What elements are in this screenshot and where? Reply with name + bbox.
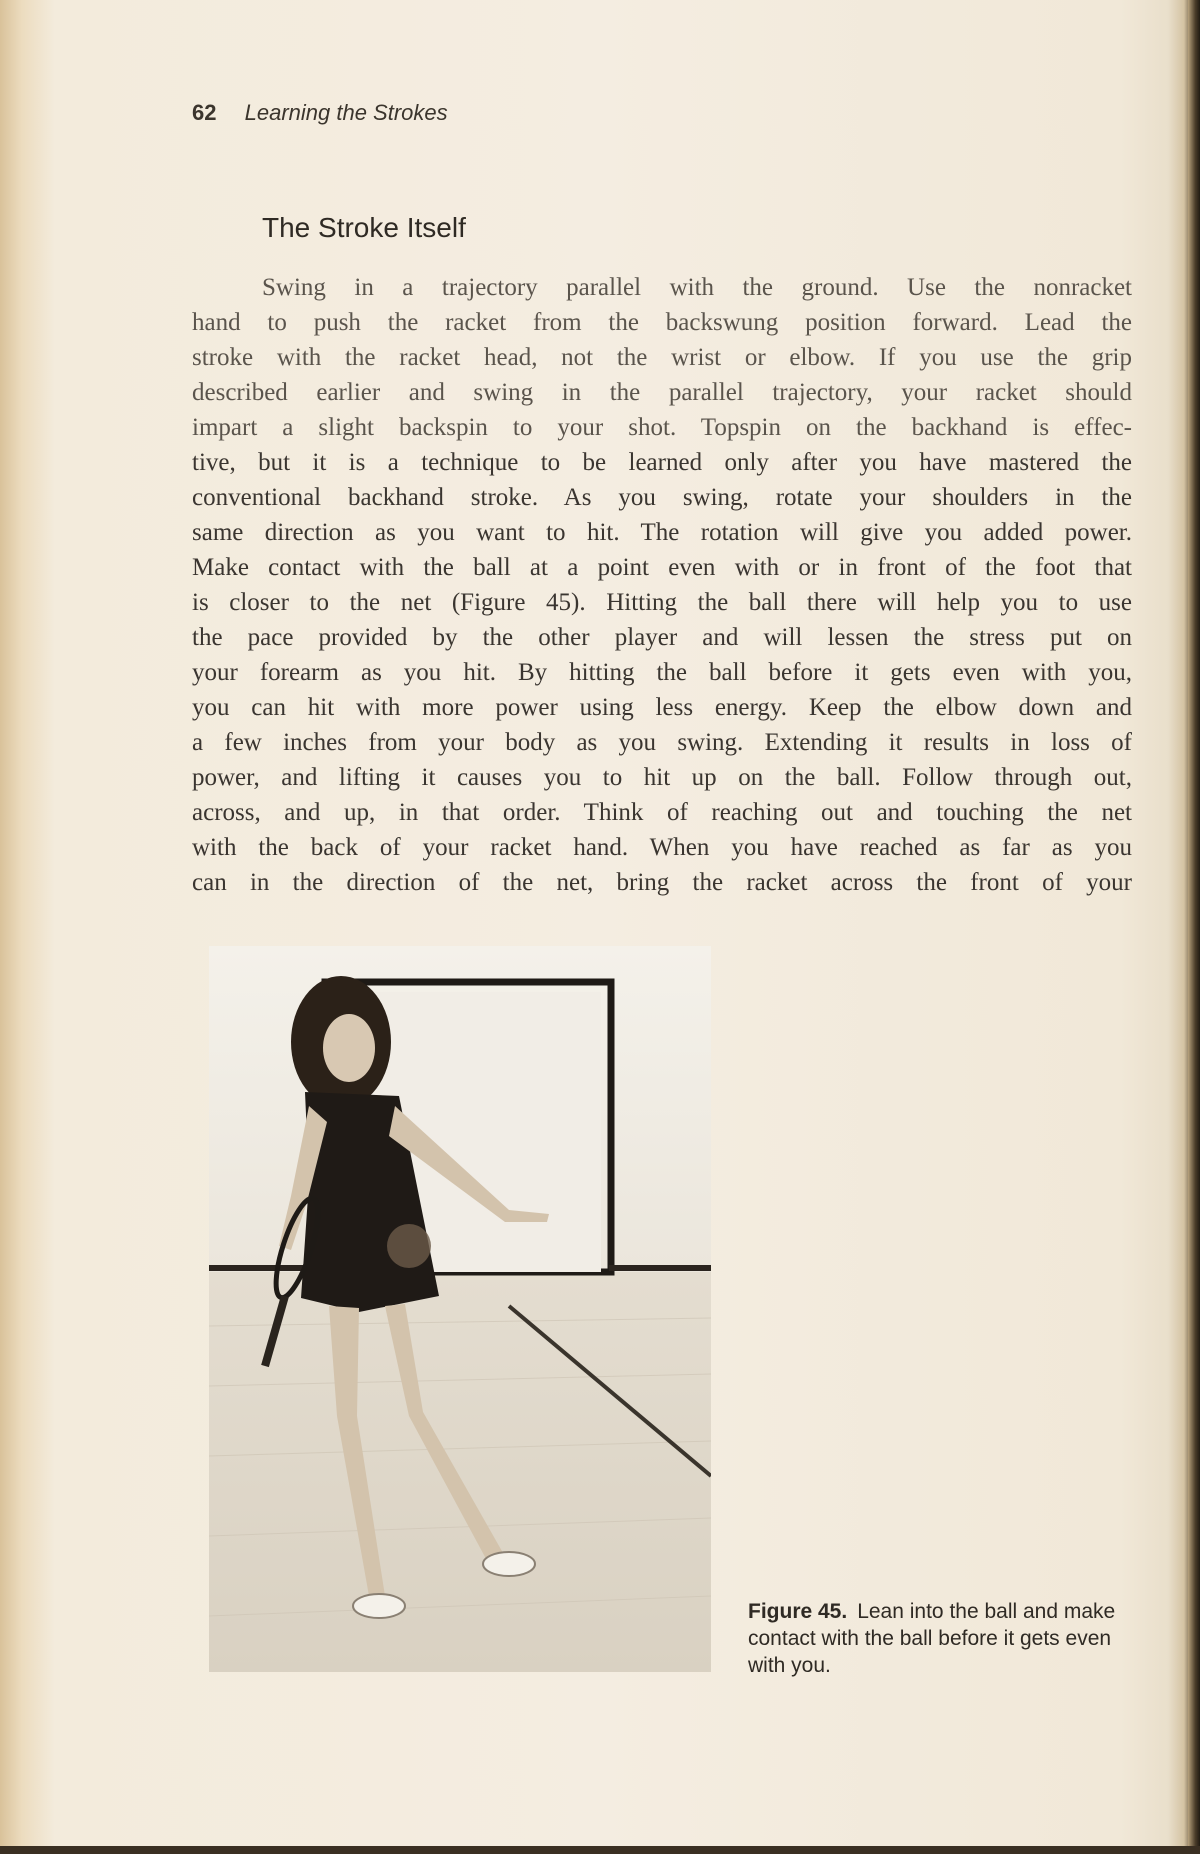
figure-caption-text: Lean into the ball and make contact with the ball before it gets even with you. [748, 1600, 1116, 1677]
page-bottom-edge [0, 1846, 1200, 1854]
body-line: Swing in a trajectory parallel with the ground. Use the nonracket [262, 274, 1132, 301]
running-head-title: Learning the Strokes [244, 100, 448, 125]
figure-photo [209, 946, 711, 1672]
page-number: 62 [192, 100, 217, 125]
body-line: the pace provided by the other player and will lessen the stress put on [192, 624, 1132, 651]
body-line: stroke with the racket head, not the wrist or elbow. If you use the grip [192, 344, 1132, 371]
body-line: conventional backhand stroke. As you swing, rotate your shoulders in the [192, 484, 1132, 511]
page-edge [1188, 0, 1200, 1854]
figure-label: Figure 45. [748, 1600, 848, 1623]
body-line: same direction as you want to hit. The rotation will give you added power. [192, 519, 1132, 546]
body-line: impart a slight backspin to your shot. Topspin on the backhand is effec- [192, 414, 1132, 441]
body-line: across, and up, in that order. Think of reaching out and touching the net [192, 799, 1132, 826]
running-head [192, 100, 448, 126]
section-heading: The Stroke Itself [262, 212, 466, 243]
body-line: you can hit with more power using less energy. Keep the elbow down and [192, 694, 1132, 721]
body-line: a few inches from your body as you swing. Extending it results in loss of [192, 729, 1132, 756]
player-photo-illustration [209, 946, 711, 1672]
body-line: is closer to the net (Figure 45). Hitting the ball there will help you to use [192, 589, 1132, 616]
body-line: can in the direction of the net, bring the racket across the front of your [192, 869, 1132, 896]
figure-caption [748, 1598, 1132, 1679]
body-paragraph [192, 270, 1132, 900]
body-line: described earlier and swing in the parallel trajectory, your racket should [192, 379, 1132, 406]
body-line: hand to push the racket from the backswung position forward. Lead the [192, 309, 1132, 336]
body-line: power, and lifting it causes you to hit up on the ball. Follow through out, [192, 764, 1132, 791]
body-line: tive, but it is a technique to be learned only after you have mastered the [192, 449, 1132, 476]
body-line: with the back of your racket hand. When you have reached as far as you [192, 834, 1132, 861]
body-line: your forearm as you hit. By hitting the ball before it gets even with you, [192, 659, 1132, 686]
body-line: Make contact with the ball at a point even with or in front of the foot that [192, 554, 1132, 581]
